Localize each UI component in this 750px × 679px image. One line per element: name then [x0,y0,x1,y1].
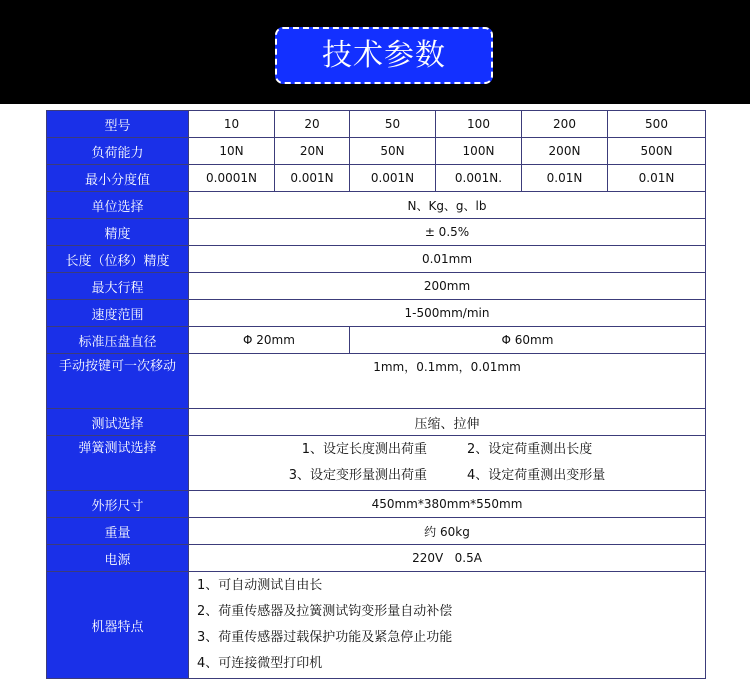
cell-value: 约 60kg [189,518,706,545]
cell-value: 10N [189,138,275,165]
row-label: 测试选择 [47,409,189,436]
row-label: 机器特点 [47,572,189,679]
row-label [47,354,189,409]
list-item: 1、可自动测试自由长 [197,578,323,593]
table-row [47,409,706,436]
cell-value: 200mm [189,273,706,300]
table-row [47,138,706,165]
features-list [189,572,706,679]
cell-value: ± 0.5% [189,219,706,246]
table-row [47,300,706,327]
cell-value: 0.01mm [189,246,706,273]
table-row [47,273,706,300]
row-label: 标准压盘直径 [47,327,189,354]
table-row [47,111,706,138]
table-row [47,491,706,518]
table-row [47,354,706,409]
cell-value: 20 [275,111,350,138]
cell-value: Φ 60mm [350,327,706,354]
row-label: 最大行程 [47,273,189,300]
option-text: 1、设定长度测出荷重 [301,442,427,457]
option-text: 2、设定荷重测出长度 [467,442,593,457]
cell-value: 500N [608,138,706,165]
row-label: 速度范围 [47,300,189,327]
cell-value: 0.01N [522,165,608,192]
table-row [47,246,706,273]
table-row [47,327,706,354]
table-row [47,165,706,192]
cell-value: Φ 20mm [189,327,350,354]
table-row [47,572,706,679]
spring-test-options [189,436,706,491]
row-label: 最小分度值 [47,165,189,192]
cell-value: 100N [436,138,522,165]
table-row [47,518,706,545]
cell-value: 50 [350,111,436,138]
cell-value: 0.01N [608,165,706,192]
row-label: 负荷能力 [47,138,189,165]
row-label-text: 手动按键可一次移动 [58,359,176,374]
row-label: 弹簧测试选择 [47,436,189,491]
cell-value: 50N [350,138,436,165]
cell-value: 1mm，0.1mm，0.01mm [189,354,706,409]
cell-value: 10 [189,111,275,138]
option-text: 3、设定变形量测出荷重 [288,468,427,483]
cell-value: 1-500mm/min [189,300,706,327]
cell-value: 200 [522,111,608,138]
list-item: 3、荷重传感器过载保护功能及紧急停止功能 [197,630,453,645]
option-text: 4、设定荷重测出变形量 [467,468,606,483]
table-row [47,192,706,219]
row-label: 精度 [47,219,189,246]
cell-value: 压缩、拉伸 [189,409,706,436]
cell-value: 500 [608,111,706,138]
row-label: 电源 [47,545,189,572]
table-row [47,436,706,491]
row-label: 外形尺寸 [47,491,189,518]
cell-value: 20N [275,138,350,165]
header-banner [0,0,750,104]
table-row [47,219,706,246]
cell-value: 0.001N [275,165,350,192]
row-label: 长度（位移）精度 [47,246,189,273]
cell-value: 220V 0.5A [189,545,706,572]
row-label: 重量 [47,518,189,545]
list-item: 2、荷重传感器及拉簧测试钩变形量自动补偿 [197,604,453,619]
page-title: 技术参数 [275,27,493,84]
cell-value: 100 [436,111,522,138]
cell-value: N、Kg、g、lb [189,192,706,219]
row-label: 单位选择 [47,192,189,219]
list-item: 4、可连接微型打印机 [197,656,323,671]
cell-value: 0.001N [350,165,436,192]
cell-value: 0.0001N [189,165,275,192]
spec-table [46,110,706,679]
cell-value: 0.001N. [436,165,522,192]
row-label: 型号 [47,111,189,138]
cell-value: 450mm*380mm*550mm [189,491,706,518]
cell-value: 200N [522,138,608,165]
table-row [47,545,706,572]
